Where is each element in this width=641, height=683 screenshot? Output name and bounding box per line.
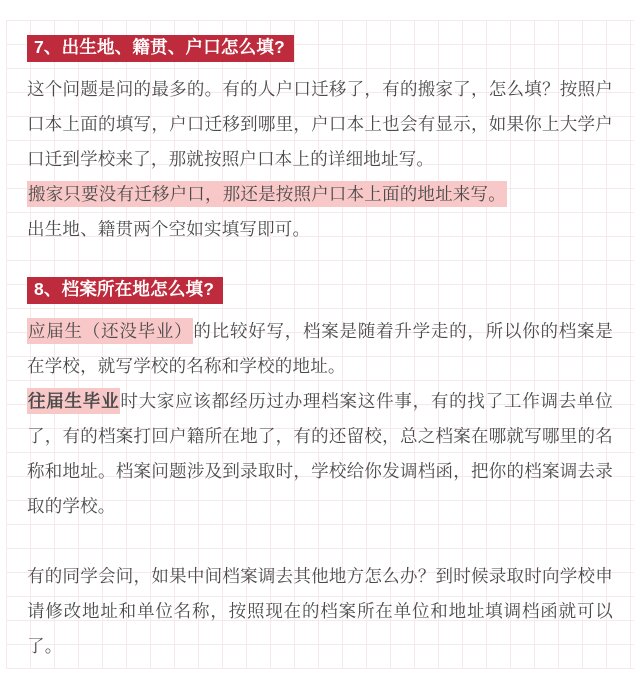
highlighted-phrase-fresh-graduate: 应届生（还没毕业） <box>27 318 193 344</box>
section-7-paragraph-3: 出生地、籍贯两个空如实填写即可。 <box>27 218 311 239</box>
highlighted-sentence: 搬家只要没有迁移户口，那还是按照户口本上面的地址来写。 <box>27 181 507 207</box>
section-8-heading <box>27 277 223 304</box>
article-content <box>6 20 634 664</box>
section-7-paragraph-1: 这个问题是问的最多的。有的人户口迁移了，有的搬家了，怎么填？按照户口本上面的填写，户口迁移到哪里，户口本上也会有显示，如果你上大学户口迁到学校来了，那就按照户口本上的详细地址写。 <box>27 78 613 169</box>
paragraph-text: 时大家应该都经历过办理档案这件事，有的找了工作调去单位了，有的档案打回户籍所在地了，有的还留校，总之档案在哪就写哪里的名称和地址。档案问题涉及到录取时，学校给你发调档函，把你的档案调去录取的学校。 <box>27 390 613 516</box>
grid-paper-background <box>6 20 634 669</box>
section-8-paragraph-1 <box>27 314 613 384</box>
section-8-heading-label: 8、档案所在地怎么填? <box>34 278 215 299</box>
section-8 <box>27 247 613 664</box>
highlighted-phrase-past-graduate: 往届生毕业 <box>27 388 120 414</box>
section-7-paragraph-2 <box>27 177 613 212</box>
paragraph-text: 的比较好写，档案是随着升学走的，所以你的档案是在学校，就写学校的名称和学校的地址。 <box>27 320 613 376</box>
section-8-paragraph-3: 有的同学会问，如果中间档案调去其他地方怎么办？到时候录取时向学校申请修改地址和单位名称，按照现在的档案所在单位和地址填调档函就可以了。 <box>27 565 613 656</box>
section-7-heading-label: 7、出生地、籍贯、户口怎么填? <box>34 37 285 57</box>
section-8-paragraph-2 <box>27 384 613 524</box>
section-7 <box>27 35 613 247</box>
section-7-heading <box>27 35 294 62</box>
